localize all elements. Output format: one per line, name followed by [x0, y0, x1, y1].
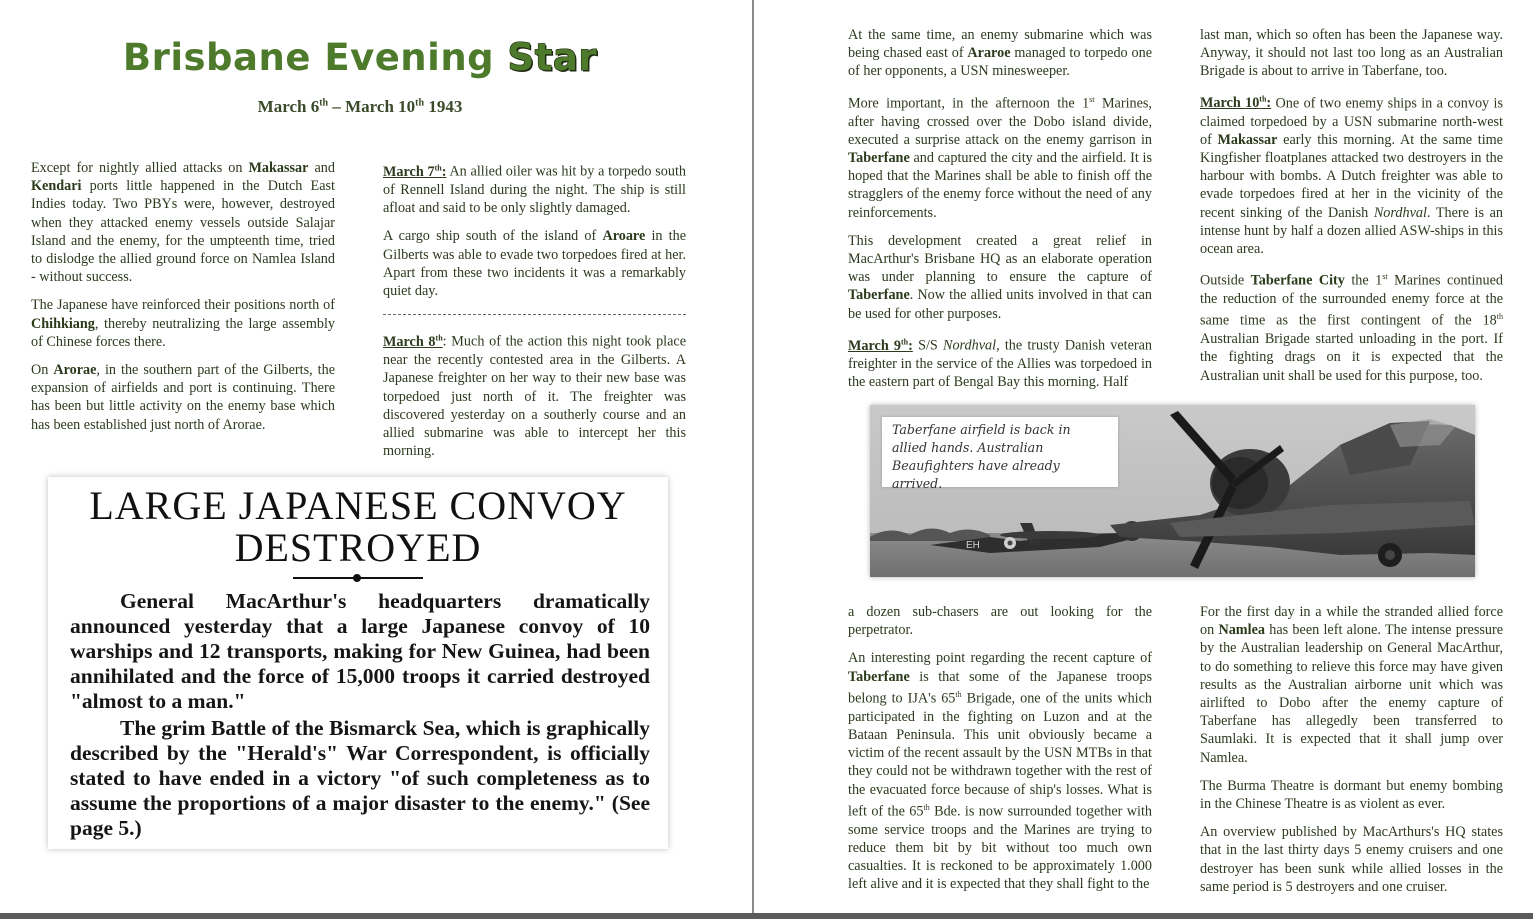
date-sup: th: [435, 333, 443, 343]
text: This development created a great relief in MacArthur's Brisbane HQ as an elaborate operation was under planning to ensure the capture of: [848, 232, 1152, 286]
date-year: 1943: [424, 97, 463, 116]
bottom-rule: [0, 913, 1533, 919]
place-name: Taberfane: [848, 149, 910, 166]
ordinal-sup: st: [1382, 272, 1388, 282]
dateline: [70, 97, 650, 117]
text: : Much of the action this night took place near the recently contested area in the Gilberts. A Japanese freighter on her way to their new base was torpedoed just north of it. The freighter was discovered yesterday on a southerly course and an allied submarine was able to intercept her this morning.: [383, 333, 687, 460]
date-text: March 8: [383, 333, 436, 350]
place-name: Taberfane: [848, 668, 910, 685]
place-name: Makassar: [248, 160, 309, 176]
date-heading-march-8: [383, 334, 443, 350]
text: and: [308, 160, 335, 176]
text: The Japanese have reinforced their positions north of: [31, 297, 335, 314]
col4-paragraph-3: [1200, 268, 1503, 385]
col3-paragraph-4: [848, 333, 1152, 391]
clipping-headline-line-2: DESTROYED: [234, 525, 482, 570]
dashed-divider: [383, 314, 686, 315]
date-text: March 7: [383, 163, 435, 180]
text: One of two enemy ships in a convoy is claimed torpedoed by a USN submarine north-west of: [1200, 95, 1503, 148]
text: For the first day in a while the stranded allied force on: [1200, 604, 1503, 639]
photo-caption: Taberfane airfield is back in allied hands. Australian Beaufighters have already arrived.: [882, 417, 1118, 487]
text: managed to torpedo one of her opponents, a USN minesweeper.: [848, 45, 1152, 80]
date-end-sup: th: [415, 97, 425, 109]
col2-paragraph-3: [383, 329, 686, 460]
place-name: Araroe: [967, 45, 1011, 62]
col3-paragraph-1: [848, 26, 1152, 81]
text: is that some of the Japanese troops belong to IJA's 65: [848, 668, 1152, 707]
place-name: Namlea: [1218, 622, 1265, 639]
col3-paragraph-3: [848, 232, 1152, 323]
date-sup: th: [901, 336, 909, 346]
col2-paragraph-1: [383, 159, 686, 217]
date-text: March 9: [848, 337, 902, 354]
col1-paragraph-1: [31, 159, 335, 286]
clipping-body: [48, 589, 668, 841]
text: On: [31, 362, 54, 379]
text: , thereby neutralizing the large assembly of Chinese forces there.: [31, 315, 335, 350]
text: Brigade, one of the units which participated in the fighting on Luzon and at the Bataan Peninsula. This unit obviously became a victim of the recent assault by the USN MTBs in that they could not be withdrawn together with the rest of the evacuated force because of ship's losses. What is left of the 65: [848, 690, 1152, 820]
text: Marines continued the reduction of the surrounded enemy force at the same time as the first contingent of the 18: [1200, 272, 1503, 330]
clipping-rule: [293, 577, 423, 579]
newspaper-clipping: [48, 477, 668, 849]
text: and captured the city and the airfield. It is hoped that the Marines shall be able to finish off the stragglers of the enemy force without the need of any reinforcements.: [848, 149, 1152, 221]
date-colon: :: [908, 337, 913, 354]
ordinal-sup: th: [1496, 312, 1503, 322]
col3-bottom-paragraph-1: a dozen sub-chasers are out looking for the perpetrator.: [848, 604, 1152, 639]
col3-paragraph-2: [848, 91, 1152, 222]
text: Australian Brigade started unloading in the port. If the fighting drags on it is expected that the Australian unit shall be used for this purpose, too.: [1200, 331, 1503, 384]
col4-paragraph-2: [1200, 91, 1503, 259]
column-3-top: [848, 26, 1152, 401]
text: Outside: [1200, 272, 1251, 289]
text: Bde. is now surrounded together with some service troops and the Marines are trying to reduce them bit by bit without too much own casualties. It is reckoned to be approximately 1.000 left alive and it is expected that they shall fight to the: [848, 803, 1152, 893]
date-end: March 10: [345, 97, 416, 116]
text: , in the southern part of the Gilberts, the expansion of airfields and port is continuing. There has been but little activity on the enemy base which has been established just north of Arorae.: [31, 362, 335, 433]
masthead-star: Star: [507, 36, 598, 79]
text: S/S: [912, 337, 943, 354]
text: An interesting point regarding the recent capture of: [848, 650, 1152, 667]
date-start: March 6: [257, 97, 320, 116]
masthead-title: Brisbane Evening: [122, 36, 495, 79]
column-3-bottom: [848, 603, 1152, 904]
ordinal-sup: th: [923, 802, 930, 812]
ordinal-sup: th: [955, 689, 962, 699]
col1-paragraph-2: [31, 296, 335, 351]
place-name: Makassar: [1217, 131, 1278, 148]
text: More important, in the afternoon the 1: [848, 95, 1090, 112]
col2-paragraph-2: [383, 227, 686, 300]
text: ports little happened in the Dutch East Indies today. Two PBYs were, however, destroyed when they attacked enemy vessels outside Salajar Island and the enemy, for the umpteenth time, tried to dislodge the allied ground force on Namlea Island - without success.: [31, 178, 335, 286]
date-heading-march-9: [848, 338, 913, 354]
ship-name: Nordhval: [943, 337, 997, 354]
col4-paragraph-1: last man, which so often has been the Japanese way. Anyway, it should not last too long as an Australian Brigade is about to arrive in Taberfane, too.: [1200, 27, 1503, 80]
clipping-headline: [48, 485, 668, 569]
date-separator: –: [328, 97, 346, 116]
column-4-bottom: [1200, 603, 1503, 906]
date-text: March 10: [1200, 95, 1260, 112]
col4-bottom-paragraph-1: [1200, 603, 1503, 767]
column-2: [383, 159, 686, 470]
text: , the trusty Danish veteran freighter in the service of the Allies was torpedoed in the eastern part of Bengal Bay this morning. Half: [848, 337, 1152, 390]
date-heading-march-7: [383, 164, 446, 180]
date-sup: th: [1259, 94, 1267, 104]
place-name: Chihkiang: [31, 315, 95, 332]
col4-bottom-paragraph-2: The Burma Theatre is dormant but enemy bombing in the Chinese Theatre is as violent as ever.: [1200, 777, 1503, 813]
col3-bottom-paragraph-2: [848, 649, 1152, 893]
text: in the Gilberts was able to evade two torpedoes fired at her. Apart from these two incidents it was a remarkably quiet day.: [383, 228, 687, 299]
masthead: [70, 36, 650, 79]
text: . Now the allied units involved in that can be used for other purposes.: [848, 287, 1152, 322]
text: the 1: [1344, 272, 1383, 289]
place-name: Taberfane: [848, 287, 910, 304]
clipping-headline-line-1: LARGE JAPANESE CONVOY: [89, 483, 627, 528]
clipping-paragraph-2: The grim Battle of the Bismarck Sea, which is graphically described by the "Herald's" War Correspondent, is officially stated to have ended in a victory "of such completeness as to assume the proportions of a major disaster to the enemy." (See page 5.): [70, 716, 650, 840]
text: early this morning. At the same time Kingfisher floatplanes attacked two destroyers in the harbour with bombs. A Dutch freighter was able to evade torpedoes fired at her in the vicinity of the recent sinking of the Danish: [1200, 131, 1503, 221]
col1-paragraph-3: [31, 361, 335, 434]
place-name: Kendari: [31, 178, 82, 195]
place-name: Aroare: [602, 228, 646, 245]
column-1: [31, 159, 335, 444]
text: A cargo ship south of the island of: [383, 228, 603, 245]
text: Marines, after having crossed over the Dobo island divide, executed a surprise attack on the enemy garrison in: [848, 95, 1152, 148]
clipping-paragraph-1: General MacArthur's headquarters dramatically announced yesterday that a large Japanese convoy of 10 warships and 12 transports, making for New Guinea, had been annihilated and the force of 15,000 troops it carried destroyed "almost to a man.": [70, 589, 650, 713]
text: Except for nightly allied attacks on: [31, 160, 249, 176]
date-heading-march-10: [1200, 95, 1271, 111]
date-colon: :: [1266, 95, 1272, 112]
text: At the same time, an enemy submarine which was being chased east of: [848, 27, 1152, 62]
col4-bottom-paragraph-3: An overview published by MacArthurs's HQ states that in the last thirty days 5 enemy cruisers and one destroyer has been sunk while allied losses in the same period is 5 destroyers and one cruiser.: [1200, 824, 1503, 895]
aircraft-code-marking: EH: [966, 540, 980, 551]
ship-name: Nordhval: [1373, 204, 1427, 221]
place-name: Taberfane City: [1250, 272, 1345, 289]
place-name: Arorae: [53, 362, 97, 379]
ordinal-sup: st: [1089, 94, 1095, 104]
text: . There is an intense hunt by half a dozen allied ASW-ships in this ocean area.: [1200, 204, 1503, 257]
date-colon: :: [441, 163, 447, 180]
date-sup: th: [434, 163, 442, 172]
date-start-sup: th: [319, 97, 329, 109]
text: has been left alone. The intense pressure by the Australian leadership on General MacArthur, to do something to relieve this force may have given results as the Australian airborne unit which was airlifted to Dobo after the enemy capture of Taberfane has allegedly been transferred to Saumlaki. It is expected that it shall jump over Namlea.: [1200, 622, 1503, 766]
page-divider: [752, 0, 754, 919]
text: An allied oiler was hit by a torpedo south of Rennell Island during the night. The ship is still afloat and said to be only slightly damaged.: [383, 163, 686, 217]
column-4-top: [1200, 26, 1503, 395]
